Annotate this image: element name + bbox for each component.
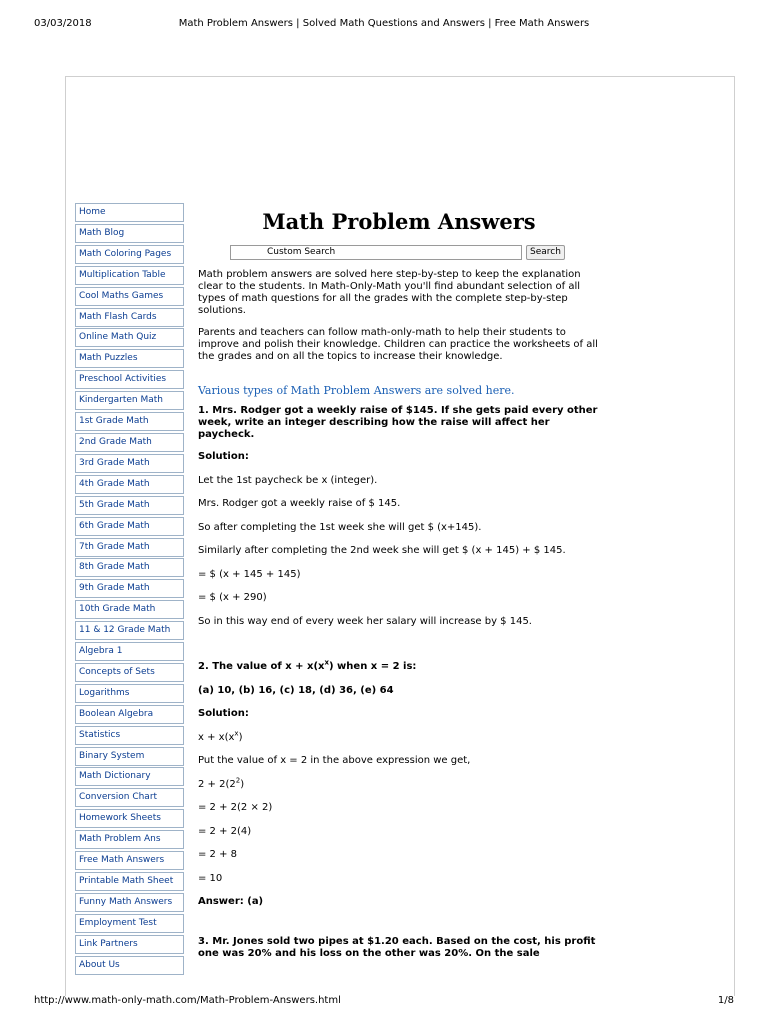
sidebar-item-5th-grade-math[interactable]: 5th Grade Math <box>75 496 184 515</box>
sidebar-item-7th-grade-math[interactable]: 7th Grade Math <box>75 538 184 557</box>
sidebar-item-3rd-grade-math[interactable]: 3rd Grade Math <box>75 454 184 473</box>
sidebar-item-about-us[interactable]: About Us <box>75 956 184 975</box>
section-heading: Various types of Math Problem Answers are solved here. <box>198 384 515 397</box>
intro-paragraph: Math problem answers are solved here step-by-step to keep the explanation clear to the students. In Math-Only-Math you'll find abundant selection of all types of math questions for all the grades with the complete step-by-step solutions. <box>198 269 581 316</box>
sidebar-item-math-problem-ans[interactable]: Math Problem Ans <box>75 830 184 849</box>
solution-step: Let the 1st paycheck be x (integer). <box>198 474 378 486</box>
sidebar-item-1st-grade-math[interactable]: 1st Grade Math <box>75 412 184 431</box>
solution-step: = $ (x + 290) <box>198 592 267 603</box>
sidebar-item-math-blog[interactable]: Math Blog <box>75 224 184 243</box>
solution-label: Solution: <box>198 708 249 719</box>
sidebar-item-8th-grade-math[interactable]: 8th Grade Math <box>75 558 184 577</box>
sidebar-item-online-math-quiz[interactable]: Online Math Quiz <box>75 328 184 347</box>
solution-step: Put the value of x = 2 in the above expression we get, <box>198 755 471 766</box>
print-url: http://www.math-only-math.com/Math-Problem-Answers.html <box>34 995 341 1006</box>
sidebar-item-statistics[interactable]: Statistics <box>75 726 184 745</box>
sidebar-item-math-dictionary[interactable]: Math Dictionary <box>75 767 184 786</box>
question-3: 3. Mr. Jones sold two pipes at $1.20 each. Based on the cost, his profit one was 20% and his loss on the other was 20%. On the sale <box>198 935 596 959</box>
sidebar-nav <box>75 203 185 977</box>
sidebar-item-9th-grade-math[interactable]: 9th Grade Math <box>75 579 184 598</box>
intro-paragraph-2: Parents and teachers can follow math-only-math to help their students to improve and polish their knowledge. Children can practice the worksheets of all the grades and on all the topics to increase their knowledge. <box>198 327 598 362</box>
sidebar-item-homework-sheets[interactable]: Homework Sheets <box>75 809 184 828</box>
sidebar-item-math-coloring-pages[interactable]: Math Coloring Pages <box>75 245 184 264</box>
solution-step: $2 + 2(2^2)$ <box>198 776 245 790</box>
print-footer <box>0 994 768 1008</box>
solution-step: = 2 + 2(4) <box>198 825 252 837</box>
solution-step: = 10 <box>198 872 223 884</box>
solution-step: Similarly after completing the 2nd week she will get $ (x + 145) + $ 145. <box>198 545 566 556</box>
search-input[interactable]: Custom Search <box>230 245 522 260</box>
sidebar-item-printable-math-sheet[interactable]: Printable Math Sheet <box>75 872 184 891</box>
sidebar-item-math-flash-cards[interactable]: Math Flash Cards <box>75 308 184 327</box>
solution-step: = 2 + 2(2 × 2) <box>198 802 273 813</box>
question-2: 2. The value of $x + x(x^x)$ when x = 2 is: <box>198 658 417 672</box>
sidebar-item-logarithms[interactable]: Logarithms <box>75 684 184 703</box>
solution-step: = $ (x + 145 + 145) <box>198 568 301 580</box>
solution-step: So in this way end of every week her salary will increase by $ 145. <box>198 615 532 627</box>
page-number: 1/8 <box>717 995 734 1006</box>
sidebar-item-cool-maths-games[interactable]: Cool Maths Games <box>75 287 184 306</box>
expression: $x + x(x^x)$ <box>198 729 243 743</box>
solution-step: Mrs. Rodger got a weekly raise of $ 145. <box>198 498 401 509</box>
page-title: Math Problem Answers <box>262 209 536 234</box>
solution-label: Solution: <box>198 451 249 462</box>
print-header <box>0 17 768 31</box>
print-page-title: Math Problem Answers | Solved Math Questions and Answers | Free Math Answers <box>178 18 590 29</box>
sidebar-item-concepts-of-sets[interactable]: Concepts of Sets <box>75 663 184 682</box>
search-button[interactable]: Search <box>526 245 565 260</box>
sidebar-item-kindergarten-math[interactable]: Kindergarten Math <box>75 391 184 410</box>
main-content <box>198 205 600 970</box>
sidebar-item-employment-test[interactable]: Employment Test <box>75 914 184 933</box>
search-bar <box>198 245 600 265</box>
sidebar-item-boolean-algebra[interactable]: Boolean Algebra <box>75 705 184 724</box>
sidebar-item-funny-math-answers[interactable]: Funny Math Answers <box>75 893 184 912</box>
print-date: 03/03/2018 <box>34 18 92 29</box>
solution-step: = 2 + 8 <box>198 849 238 860</box>
sidebar-item-free-math-answers[interactable]: Free Math Answers <box>75 851 184 870</box>
question-2-options: (a) 10, (b) 16, (c) 18, (d) 36, (e) 64 <box>198 684 394 696</box>
sidebar-item-link-partners[interactable]: Link Partners <box>75 935 184 954</box>
sidebar-item-2nd-grade-math[interactable]: 2nd Grade Math <box>75 433 184 452</box>
sidebar-item-6th-grade-math[interactable]: 6th Grade Math <box>75 517 184 536</box>
sidebar-item-4th-grade-math[interactable]: 4th Grade Math <box>75 475 184 494</box>
answer: Answer: (a) <box>198 896 264 907</box>
sidebar-item-math-puzzles[interactable]: Math Puzzles <box>75 349 184 368</box>
sidebar-item-algebra-1[interactable]: Algebra 1 <box>75 642 184 661</box>
sidebar-item-conversion-chart[interactable]: Conversion Chart <box>75 788 184 807</box>
sidebar-item-home[interactable]: Home <box>75 203 184 222</box>
question-1: 1. Mrs. Rodger got a weekly raise of $145. If she gets paid every other week, write an integer describing how the raise will affect her paycheck. <box>198 405 598 440</box>
sidebar-item-multiplication-table[interactable]: Multiplication Table <box>75 266 184 285</box>
sidebar-item-preschool-activities[interactable]: Preschool Activities <box>75 370 184 389</box>
sidebar-item-binary-system[interactable]: Binary System <box>75 747 184 766</box>
sidebar-item-11-12-grade-math[interactable]: 11 & 12 Grade Math <box>75 621 184 640</box>
solution-step: So after completing the 1st week she will get $ (x+145). <box>198 521 482 533</box>
sidebar-item-10th-grade-math[interactable]: 10th Grade Math <box>75 600 184 619</box>
